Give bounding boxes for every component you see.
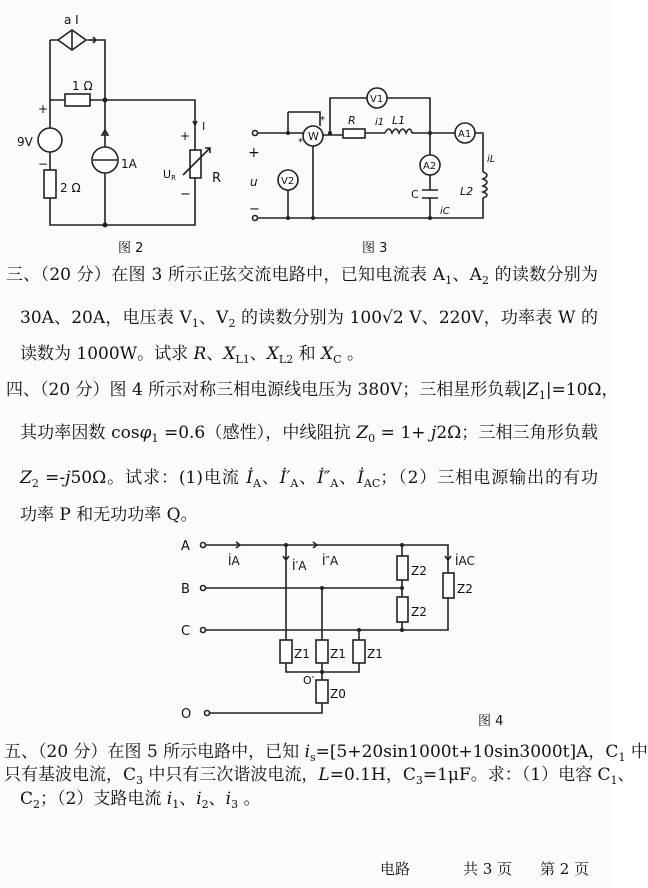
subscript: 1 [610,774,618,787]
text-run: = 1+ [375,423,432,443]
label-b: B [181,582,190,597]
label-minus: − [38,157,49,171]
subscript: AC [363,477,381,490]
text-run: 的读数分别为 100√2 V、220V，功率表 W 的 [235,308,598,328]
label-ia-prime: İ′A [292,559,307,573]
label-plus: + [38,102,49,116]
subscript: 2 [228,317,236,330]
subscript: 1 [172,798,180,811]
subscript: A [330,477,339,490]
subscript: 3 [415,774,423,787]
text-run: 、A [452,265,482,285]
resistor-1ohm [65,94,90,106]
text-run: Z [527,380,539,400]
subscript: C [333,353,342,366]
text-run: 、 [208,789,226,809]
label-plus: + [180,129,191,143]
label-i1: i1 [375,117,385,128]
text-run: 读数为 1000W。试求 [20,344,194,364]
text-run: 、 [260,468,280,488]
subscript: 1 [151,432,159,445]
label-z1: Z1 [330,647,346,661]
text-run: 50Ω。试求：(1)电流 [70,468,247,488]
text-run: Z [356,423,369,443]
text-run: =- [38,468,66,488]
text-run: İ′ [279,468,291,488]
footer-course: 电路 [380,860,411,878]
text-run: j [431,423,437,443]
q3-text-line [20,303,598,330]
label-z1: Z1 [294,647,310,661]
text-run: 2Ω；三相三角形负载 [436,423,598,443]
text-run: ；（2）三相电源输出的有功 [380,468,598,488]
text-run: 中只有三次谐波电流， [143,765,319,785]
label-ic: iC [440,206,450,217]
footer-total-pages: 共 3 页 [463,860,513,878]
resistor-z1 [316,640,328,663]
label-u: u [250,175,258,189]
text-run: ；（2）支路电流 [40,789,167,809]
q4-text-line [20,418,598,445]
subscript: 0 [368,432,376,445]
text-run: |=10Ω， [545,380,619,400]
text-run: 五、（20 分）在图 5 所示电路中，已知 [4,742,305,762]
label-il: iL [487,154,496,165]
text-run: φ [139,423,152,443]
label-c: C [181,624,191,639]
label-o-prime: O′ [303,674,315,687]
q3-text-line [20,339,364,366]
q3-text-line [6,260,598,287]
label-r: R [212,171,222,186]
text-run: 、 [338,468,358,488]
label-z1: Z1 [367,647,383,661]
resistor-z2 [397,556,408,580]
inductor-l1 [385,129,412,133]
text-run: =[5+20sin1000t+10sin3000t]A，C [315,742,619,762]
label-1a: 1A [121,157,137,171]
resistor-2ohm [44,170,56,198]
label-star: * [298,137,303,148]
label-r: R [348,114,356,127]
q4-text-line [20,463,598,490]
text-run: İ [246,468,253,488]
subscript: A [252,477,261,490]
label-r1: 1 Ω [72,79,93,93]
text-run: 的读数分别为 [488,265,599,285]
text-run: =1μF。求：（1）电容 C [422,765,611,785]
text-run: 功率 P 和无功功率 Q。 [20,505,198,525]
label-w: W [308,130,319,143]
text-run: i [304,742,310,762]
resistor-z1 [280,640,292,663]
text-run: 、 [179,789,197,809]
subscript: 1 [191,317,199,330]
q5-text-line [20,784,260,811]
text-run: X [266,344,279,364]
resistor-z1 [353,640,365,663]
figure-2-circuit [17,13,221,228]
label-z2: Z2 [411,564,427,578]
text-run: 四、（20 分）图 4 所示对称三相电源线电压为 380V；三相星形负载| [6,380,528,400]
subscript: 2 [31,477,39,490]
footer-page-number: 第 2 页 [540,860,590,878]
text-run: =0.1H，C [329,765,416,785]
text-run: İ″ [317,468,331,488]
label-iac: İAC [455,554,475,568]
label-dep-source: a I [64,13,79,27]
subscript: A [290,477,299,490]
text-run: 其功率因数 cos [20,423,140,443]
label-minus: − [249,202,260,217]
subscript: 1 [538,389,546,402]
text-run: i [196,789,202,809]
figure-4-circuit [181,539,475,722]
label-o: O [181,707,192,722]
voltage-source-9v [38,128,62,152]
text-run: i [166,789,173,809]
subscript: 2 [33,798,41,811]
text-run: 、 [249,344,267,364]
text-run: 、 [206,344,224,364]
label-plus: + [248,145,260,161]
subscript: 2 [201,798,209,811]
text-run: j [65,468,71,488]
text-run: 。 [341,344,364,364]
text-run: =0.6（感性），中线阻抗 [158,423,357,443]
label-c: C [411,188,419,201]
label-r2: 2 Ω [60,181,81,195]
text-run: İ [357,468,364,488]
label-z2: Z2 [457,582,473,596]
label-ia-double-prime: İ″A [322,554,339,568]
text-run: 、 [298,468,318,488]
subscript: s [310,751,316,764]
label-current-i: I [202,120,206,133]
subscript: 3 [136,774,144,787]
capacitor-c [422,190,438,198]
subscript: 1 [618,751,626,764]
q4-text-line [20,500,198,525]
subscript: L2 [278,353,294,366]
subscript: 3 [231,798,239,811]
resistor-r [343,129,365,138]
text-run: 30A、20A，电压表 V [20,308,192,328]
text-run: 三、（20 分）在图 3 所示正弦交流电路中，已知电流表 A [6,265,446,285]
resistor-z0 [316,680,328,703]
q4-text-line [6,375,619,402]
label-minus: − [180,187,191,202]
label-z0: Z0 [330,687,346,701]
label-a: A [181,539,190,554]
label-v2: V2 [281,176,295,187]
text-run: X [321,344,334,364]
resistor-z2 [397,597,408,622]
subscript: 1 [445,274,453,287]
figure-3-caption: 图 3 [362,241,388,256]
text-run: C [20,789,34,809]
label-star: * [320,115,325,126]
label-v1: V1 [370,94,384,105]
text-run: 。 [238,789,261,809]
subscript: L1 [235,353,250,366]
text-run: 、 [617,765,635,785]
text-run: X [223,344,236,364]
text-run: L [318,765,330,785]
label-l1: L1 [392,114,406,127]
resistor-z2 [443,573,454,598]
label-z2: Z2 [411,605,427,619]
figure-2-caption: 图 2 [118,241,144,256]
label-a1: A1 [458,129,472,140]
label-ia: İA [228,554,240,568]
figure-4-caption: 图 4 [478,714,504,729]
text-run: Z [20,468,32,488]
text-run: 中 [625,742,648,762]
label-l2: L2 [460,185,474,198]
label-9v: 9V [17,135,33,149]
inductor-l2 [483,172,487,198]
variable-resistor [190,150,201,178]
q5-text-line [4,760,635,787]
text-run: 只有基波电流，C [4,765,137,785]
text-run: R [193,344,207,364]
text-run: 和 [293,344,322,364]
label-a2: A2 [423,161,437,172]
subscript: 2 [481,274,489,287]
text-run: i [225,789,232,809]
text-run: 、V [198,308,229,328]
label-ur: UR [163,168,176,182]
figure-3-circuit [248,88,495,221]
